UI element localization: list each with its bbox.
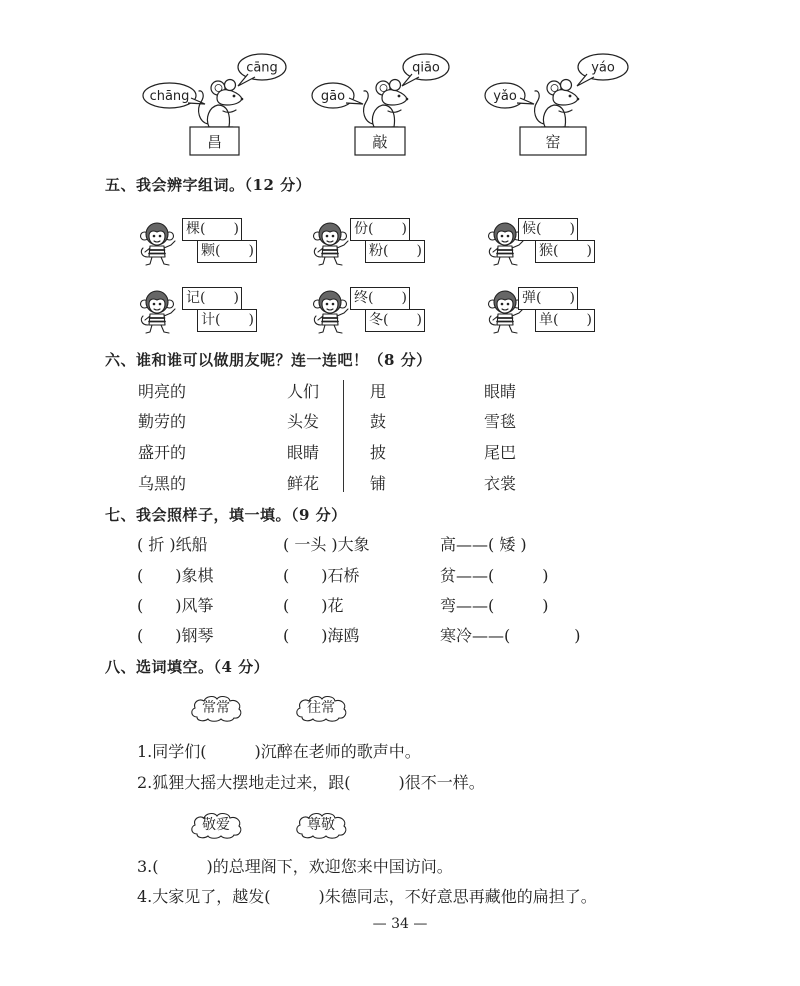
word-cloud-text: 往常 [307,700,335,716]
fill-item: ( )海鸥 [283,626,360,645]
mouse-icon [364,80,409,128]
character-box-text: 敲 [372,133,388,151]
word-cloud-text: 敬爱 [202,817,230,833]
pinyin-left: yǎo [493,89,517,104]
word-box-second: 颗( ) [197,240,257,263]
match-noun-left: 人们 [287,382,320,401]
word-box-first: 棵( ) [182,218,242,241]
match-noun-right: 眼睛 [484,382,517,401]
monkey-icon [311,289,351,335]
word-box-first: 终( ) [350,287,410,310]
word-cloud [188,811,244,839]
match-verb: 甩 [370,382,387,401]
word-box-second: 猴( ) [535,240,595,263]
pinyin-top: yáo [591,60,615,76]
pinyin-illustration [0,0,800,170]
fill-item: ( )花 [283,596,344,615]
sentence-item: 2.狐狸大摇大摆地走过来，跟( )很不一样。 [137,773,485,792]
character-box-text: 窑 [545,133,561,151]
word-box-second: 单( ) [535,309,595,332]
fill-item: ( )钢琴 [137,626,214,645]
word-box-first: 记( ) [182,287,242,310]
mouse-icon [199,80,244,128]
antonym-item: 高——( 矮 ) [440,535,527,554]
match-noun-right: 尾巴 [484,443,517,462]
match-noun-right: 衣裳 [484,474,517,493]
fill-item: ( 折 )纸船 [137,535,208,554]
word-box-second: 计( ) [197,309,257,332]
match-verb: 铺 [370,474,387,493]
section-5-title: 五、我会辨字组词。（12 分） [105,176,312,194]
divider-line [343,380,344,492]
monkey-icon [138,289,178,335]
word-cloud-text: 尊敬 [307,817,335,833]
sentence-item: 4.大家见了，越发( )朱德同志，不好意思再藏他的扁担了。 [137,887,597,906]
speech-bubble-tail [517,98,534,104]
match-noun-left: 头发 [287,412,320,431]
mouse-icon [535,80,580,128]
sentence-item: 3.( )的总理阁下，欢迎您来中国访问。 [137,857,453,876]
match-noun-right: 雪毯 [484,412,517,431]
match-modifier: 勤劳的 [138,412,187,431]
antonym-item: 弯——( ) [440,596,549,615]
monkey-icon [138,221,178,267]
match-verb: 鼓 [370,412,387,431]
word-box-second: 冬( ) [365,309,425,332]
word-box-first: 候( ) [518,218,578,241]
character-box-text: 昌 [206,133,223,151]
word-cloud [188,694,244,722]
pinyin-top: cāng [246,60,278,76]
word-box-first: 份( ) [350,218,410,241]
monkey-icon [311,221,351,267]
match-noun-left: 鲜花 [287,474,320,493]
pinyin-left: gāo [320,89,346,104]
antonym-item: 贫——( ) [440,566,549,585]
fill-item: ( )石桥 [283,566,360,585]
pinyin-top: qiāo [412,60,440,76]
word-box-second: 粉( ) [365,240,425,263]
fill-item: ( )象棋 [137,566,214,585]
match-modifier: 盛开的 [138,443,187,462]
antonym-item: 寒冷——( ) [440,626,581,645]
word-box-first: 弹( ) [518,287,578,310]
match-verb: 披 [370,443,387,462]
word-cloud [293,694,349,722]
fill-item: ( )风筝 [137,596,214,615]
section-8-title: 八、选词填空。（4 分） [105,658,270,676]
speech-bubble-tail [346,98,363,104]
page-number: — 34 — [372,916,428,932]
sentence-item: 1.同学们( )沉醉在老师的歌声中。 [137,742,421,761]
word-cloud [293,811,349,839]
match-modifier: 明亮的 [138,382,187,401]
match-modifier: 乌黑的 [138,474,187,493]
word-cloud-text: 常常 [202,700,230,716]
fill-item: ( 一头 )大象 [283,535,370,554]
pinyin-left: chāng [149,89,190,104]
section-7-title: 七、我会照样子，填一填。（9 分） [105,506,347,524]
section-6-title: 六、谁和谁可以做朋友呢？连一连吧！（8 分） [105,351,432,369]
match-noun-left: 眼睛 [287,443,320,462]
